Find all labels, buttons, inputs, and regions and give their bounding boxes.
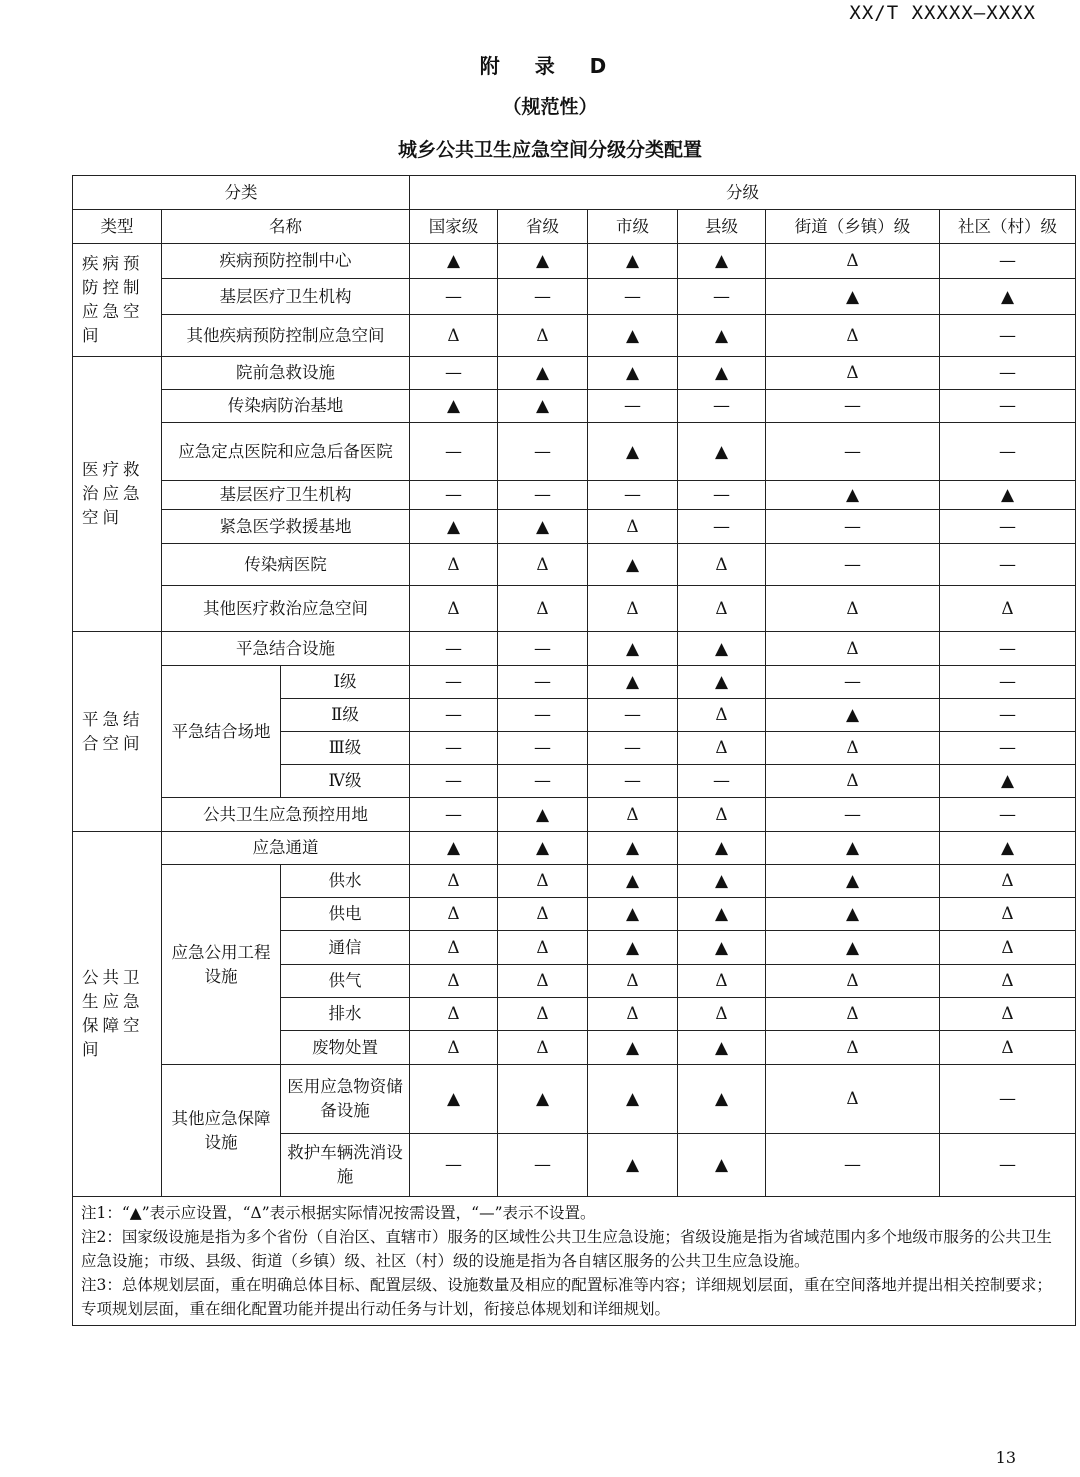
level-value-cell: ▲ [498, 244, 588, 279]
level-value-cell: — [766, 666, 940, 699]
level-value-cell: ▲ [588, 898, 678, 931]
level-value-cell: ▲ [410, 1065, 498, 1134]
level-value-cell: — [766, 544, 940, 586]
level-value-cell: — [678, 390, 766, 423]
level-value-cell: Δ [498, 544, 588, 586]
level-value-cell: — [678, 279, 766, 315]
level-value-cell: — [678, 481, 766, 510]
facility-name-cell: 供气 [281, 965, 410, 998]
level-value-cell: Δ [498, 998, 588, 1031]
level-value-cell: — [766, 510, 940, 544]
level-value-cell: — [588, 732, 678, 765]
level-value-cell: — [588, 390, 678, 423]
level-value-cell: — [498, 423, 588, 481]
facility-name-cell: 其他疾病预防控制应急空间 [162, 315, 410, 357]
level-value-cell: Δ [678, 732, 766, 765]
level-value-cell: — [498, 1134, 588, 1197]
level-value-cell: ▲ [498, 798, 588, 832]
level-value-cell: ▲ [678, 898, 766, 931]
subgroup-cell: 应急公用工程设施 [162, 865, 281, 1065]
level-value-cell: Δ [766, 765, 940, 798]
level-value-cell: Δ [678, 544, 766, 586]
level-value-cell: — [940, 544, 1076, 586]
level-value-cell: ▲ [588, 244, 678, 279]
level-value-cell: ▲ [498, 832, 588, 865]
level-value-cell: Δ [940, 898, 1076, 931]
level-value-cell: ▲ [766, 279, 940, 315]
table-row [73, 832, 1076, 865]
facility-name-cell: 供电 [281, 898, 410, 931]
table-title: 城乡公共卫生应急空间分级分类配置 [397, 139, 702, 161]
note-text: 注3：总体规划层面，重在明确总体目标、配置层级、设施数量及相应的配置标准等内容；详细规划层面，重在空间落地并提出相关控制要求；专项规划层面，重在细化配置功能并提出行动任务与计划，衔接总体规划和详细规划。 [81, 1276, 1052, 1318]
level-value-cell: — [940, 315, 1076, 357]
header-level: 街道（乡镇）级 [766, 210, 940, 244]
level-value-cell: ▲ [678, 666, 766, 699]
level-value-cell: Δ [940, 931, 1076, 965]
level-value-cell: ▲ [766, 481, 940, 510]
header-level: 社区（村）级 [940, 210, 1076, 244]
level-value-cell: Δ [678, 586, 766, 632]
level-value-cell: Δ [410, 1031, 498, 1065]
level-value-cell: Δ [766, 586, 940, 632]
note-text: 注1：“▲”表示应设置，“Δ”表示根据实际情况按需设置，“—”表示不设置。 [81, 1204, 596, 1222]
facility-name-cell: 公共卫生应急预控用地 [162, 798, 410, 832]
level-value-cell: ▲ [678, 1134, 766, 1197]
level-value-cell: Δ [410, 965, 498, 998]
level-value-cell: Δ [588, 586, 678, 632]
level-value-cell: Δ [766, 732, 940, 765]
level-value-cell: ▲ [410, 832, 498, 865]
facility-name-cell: 平急结合设施 [162, 632, 410, 666]
level-value-cell: Δ [940, 586, 1076, 632]
category-cell: 公共卫生应急保障空间 [73, 832, 162, 1197]
table-row [73, 510, 1076, 544]
facility-name-cell: Ⅱ级 [281, 699, 410, 732]
facility-name-cell: 紧急医学救援基地 [162, 510, 410, 544]
level-value-cell: ▲ [940, 481, 1076, 510]
header-type: 类型 [73, 210, 162, 244]
header-row-groups [73, 176, 1076, 210]
level-value-cell: — [588, 279, 678, 315]
facility-name-cell: 传染病防治基地 [162, 390, 410, 423]
table-row [73, 586, 1076, 632]
facility-name-cell: 其他医疗救治应急空间 [162, 586, 410, 632]
header-row-levels [73, 210, 1076, 244]
subgroup-cell: 平急结合场地 [162, 666, 281, 798]
level-value-cell: — [410, 423, 498, 481]
level-value-cell: — [940, 357, 1076, 390]
facility-name-cell: 院前急救设施 [162, 357, 410, 390]
header-grading: 分级 [410, 176, 1076, 210]
facility-name-cell: 应急通道 [162, 832, 410, 865]
level-value-cell: Δ [588, 998, 678, 1031]
level-value-cell: ▲ [678, 1065, 766, 1134]
level-value-cell: Δ [410, 315, 498, 357]
level-value-cell: ▲ [766, 832, 940, 865]
level-value-cell: ▲ [678, 1031, 766, 1065]
facility-name-cell: 疾病预防控制中心 [162, 244, 410, 279]
level-value-cell: ▲ [678, 423, 766, 481]
table-row [73, 357, 1076, 390]
level-value-cell: Δ [678, 965, 766, 998]
level-value-cell: Δ [766, 1031, 940, 1065]
category-cell: 医疗救治应急空间 [73, 357, 162, 632]
level-value-cell: Δ [588, 510, 678, 544]
level-value-cell: Δ [766, 244, 940, 279]
header-level: 国家级 [410, 210, 498, 244]
level-value-cell: Δ [678, 699, 766, 732]
level-value-cell: — [410, 481, 498, 510]
level-value-cell: ▲ [498, 390, 588, 423]
level-value-cell: ▲ [678, 832, 766, 865]
header-name: 名称 [162, 210, 410, 244]
level-value-cell: Δ [766, 1065, 940, 1134]
appendix-label: 附 录 D [479, 54, 621, 78]
table-row [73, 244, 1076, 279]
level-value-cell: Δ [766, 965, 940, 998]
level-value-cell: ▲ [940, 765, 1076, 798]
category-cell: 平急结合空间 [73, 632, 162, 832]
level-value-cell: — [766, 798, 940, 832]
level-value-cell: — [766, 390, 940, 423]
level-value-cell: — [940, 632, 1076, 666]
header-level: 县级 [678, 210, 766, 244]
level-value-cell: ▲ [588, 423, 678, 481]
level-value-cell: ▲ [588, 315, 678, 357]
level-value-cell: ▲ [940, 832, 1076, 865]
level-value-cell: — [498, 666, 588, 699]
table-row [73, 666, 1076, 699]
level-value-cell: ▲ [678, 244, 766, 279]
level-value-cell: Δ [410, 898, 498, 931]
facility-name-cell: 废物处置 [281, 1031, 410, 1065]
level-value-cell: Δ [588, 965, 678, 998]
level-value-cell: ▲ [678, 357, 766, 390]
level-value-cell: ▲ [588, 666, 678, 699]
level-value-cell: ▲ [678, 315, 766, 357]
level-value-cell: Δ [498, 898, 588, 931]
level-value-cell: — [940, 732, 1076, 765]
facility-name-cell: 通信 [281, 931, 410, 965]
page-number: 13 [995, 1448, 1016, 1467]
level-value-cell: Δ [940, 1031, 1076, 1065]
table-row [73, 865, 1076, 898]
facility-name-cell: Ⅲ级 [281, 732, 410, 765]
level-value-cell: ▲ [678, 931, 766, 965]
level-value-cell: — [498, 632, 588, 666]
level-value-cell: — [940, 798, 1076, 832]
level-value-cell: Δ [410, 998, 498, 1031]
header-level: 市级 [588, 210, 678, 244]
level-value-cell: ▲ [766, 931, 940, 965]
level-value-cell: — [588, 481, 678, 510]
level-value-cell: Δ [940, 998, 1076, 1031]
level-value-cell: Δ [498, 931, 588, 965]
level-value-cell: — [940, 423, 1076, 481]
level-value-cell: Δ [678, 798, 766, 832]
level-value-cell: — [410, 765, 498, 798]
level-value-cell: — [498, 279, 588, 315]
facility-name-cell: Ⅰ级 [281, 666, 410, 699]
level-value-cell: ▲ [498, 510, 588, 544]
level-value-cell: — [588, 765, 678, 798]
facility-name-cell: 应急定点医院和应急后备医院 [162, 423, 410, 481]
level-value-cell: ▲ [588, 632, 678, 666]
level-value-cell: — [940, 244, 1076, 279]
level-value-cell: — [498, 481, 588, 510]
level-value-cell: — [940, 1065, 1076, 1134]
notes-row [73, 1197, 1076, 1326]
facility-name-cell: 排水 [281, 998, 410, 1031]
table-row [73, 423, 1076, 481]
level-value-cell: Δ [766, 315, 940, 357]
facility-name-cell: 基层医疗卫生机构 [162, 481, 410, 510]
table-row [73, 481, 1076, 510]
level-value-cell: — [940, 390, 1076, 423]
level-value-cell: Δ [498, 865, 588, 898]
subgroup-cell: 其他应急保障设施 [162, 1065, 281, 1197]
level-value-cell: — [678, 510, 766, 544]
notes-cell [73, 1197, 1076, 1326]
level-value-cell: Δ [498, 315, 588, 357]
note-text: 注2：国家级设施是指为多个省份（自治区、直辖市）服务的区域性公共卫生应急设施；省级设施是指为省域范围内多个地级市服务的公共卫生应急设施；市级、县级、街道（乡镇）级、社区（村）级的设施是指为各自辖区服务的公共卫生应急设施。 [81, 1228, 1052, 1270]
facility-name-cell: 救护车辆洗消设施 [281, 1134, 410, 1197]
table-row [73, 279, 1076, 315]
level-value-cell: ▲ [678, 865, 766, 898]
table-row [73, 1065, 1076, 1134]
level-value-cell: ▲ [588, 544, 678, 586]
level-value-cell: Δ [498, 586, 588, 632]
level-value-cell: — [498, 765, 588, 798]
level-value-cell: ▲ [498, 357, 588, 390]
level-value-cell: ▲ [588, 1031, 678, 1065]
facility-name-cell: 供水 [281, 865, 410, 898]
level-value-cell: ▲ [588, 357, 678, 390]
level-value-cell: ▲ [766, 865, 940, 898]
level-value-cell: — [588, 699, 678, 732]
level-value-cell: ▲ [766, 699, 940, 732]
table-row [73, 390, 1076, 423]
normative-label: （规范性） [502, 96, 598, 118]
level-value-cell: Δ [410, 865, 498, 898]
category-cell: 疾病预防控制应急空间 [73, 244, 162, 357]
level-value-cell: Δ [498, 965, 588, 998]
level-value-cell: — [940, 699, 1076, 732]
level-value-cell: Δ [940, 965, 1076, 998]
level-value-cell: Δ [678, 998, 766, 1031]
facility-name-cell: 医用应急物资储备设施 [281, 1065, 410, 1134]
facility-name-cell: 基层医疗卫生机构 [162, 279, 410, 315]
level-value-cell: Δ [498, 1031, 588, 1065]
level-value-cell: ▲ [588, 832, 678, 865]
configuration-table [72, 175, 1076, 1326]
table-row [73, 798, 1076, 832]
level-value-cell: — [498, 732, 588, 765]
table-row [73, 544, 1076, 586]
level-value-cell: — [766, 423, 940, 481]
table-row [73, 632, 1076, 666]
level-value-cell: — [498, 699, 588, 732]
level-value-cell: — [410, 732, 498, 765]
header-level: 省级 [498, 210, 588, 244]
level-value-cell: ▲ [678, 632, 766, 666]
level-value-cell: — [410, 798, 498, 832]
level-value-cell: — [410, 699, 498, 732]
level-value-cell: — [940, 1134, 1076, 1197]
level-value-cell: Δ [940, 865, 1076, 898]
table-row [73, 315, 1076, 357]
level-value-cell: — [766, 1134, 940, 1197]
document-code: XX/T XXXXX—XXXX [849, 2, 1036, 24]
level-value-cell: — [940, 510, 1076, 544]
level-value-cell: ▲ [588, 1065, 678, 1134]
level-value-cell: Δ [588, 798, 678, 832]
level-value-cell: — [678, 765, 766, 798]
level-value-cell: ▲ [766, 898, 940, 931]
header-classification: 分类 [73, 176, 410, 210]
level-value-cell: Δ [766, 632, 940, 666]
level-value-cell: — [410, 632, 498, 666]
level-value-cell: ▲ [410, 244, 498, 279]
level-value-cell: — [410, 279, 498, 315]
level-value-cell: — [940, 666, 1076, 699]
level-value-cell: Δ [410, 586, 498, 632]
level-value-cell: — [410, 357, 498, 390]
level-value-cell: ▲ [410, 390, 498, 423]
level-value-cell: — [410, 1134, 498, 1197]
level-value-cell: ▲ [498, 1065, 588, 1134]
level-value-cell: ▲ [588, 865, 678, 898]
level-value-cell: ▲ [588, 931, 678, 965]
level-value-cell: ▲ [940, 279, 1076, 315]
level-value-cell: Δ [410, 931, 498, 965]
facility-name-cell: Ⅳ级 [281, 765, 410, 798]
level-value-cell: Δ [766, 357, 940, 390]
level-value-cell: Δ [410, 544, 498, 586]
level-value-cell: ▲ [410, 510, 498, 544]
level-value-cell: — [410, 666, 498, 699]
facility-name-cell: 传染病医院 [162, 544, 410, 586]
level-value-cell: Δ [766, 998, 940, 1031]
level-value-cell: ▲ [588, 1134, 678, 1197]
